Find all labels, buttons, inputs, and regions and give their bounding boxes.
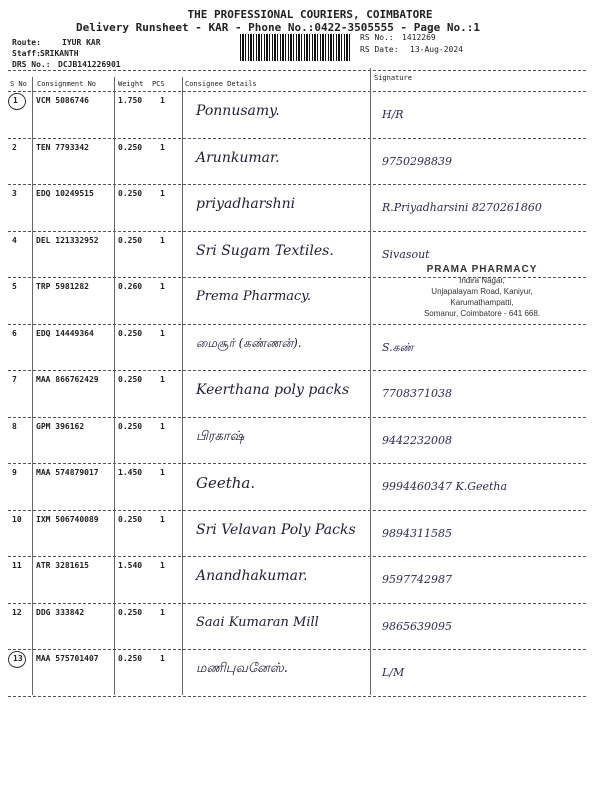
row-sno: 10: [12, 514, 22, 524]
row-divider: [8, 324, 586, 325]
row-divider: [8, 696, 586, 697]
row-divider: [8, 417, 586, 418]
row-consignee-name: priyadharshni: [196, 196, 296, 212]
row-signature: S.கண்: [382, 340, 414, 354]
col-signature: Signature: [374, 74, 412, 82]
row-consignee-name: Anandhakumar.: [196, 568, 308, 584]
row-signature: 9442232008: [382, 433, 452, 447]
row-consignment: MAA 866762429: [36, 375, 99, 384]
rs-date-label: RS Date:: [360, 45, 399, 54]
rs-date-value: 13-Aug-2024: [410, 45, 463, 54]
row-sno: 4: [12, 235, 17, 245]
row-pcs: 1: [160, 96, 165, 105]
row-consignment: DDG 333842: [36, 607, 85, 617]
row-consignee-name: Sri Velavan Poly Packs: [196, 521, 356, 538]
row-weight: 0.250: [118, 375, 143, 384]
row-weight: 1.450: [118, 468, 143, 477]
row-pcs: 1: [160, 375, 165, 384]
row-number-circle: [8, 93, 26, 110]
row-sno: 3: [12, 189, 17, 198]
row-consignment: MAA 575701407: [36, 654, 99, 663]
row-weight: 0.250: [118, 607, 143, 617]
company-title: THE PROFESSIONAL COURIERS, COIMBATORE: [187, 8, 433, 21]
row-divider: [8, 231, 586, 232]
row-consignment: ATR 3281615: [36, 561, 89, 570]
row-pcs: 1: [160, 561, 165, 570]
row-divider: [8, 91, 586, 92]
col-divider: [370, 68, 371, 695]
stamp-line: Indira Nagar,: [459, 276, 505, 285]
row-pcs: 1: [160, 654, 165, 663]
row-divider: [8, 463, 586, 464]
row-sno: 6: [12, 328, 17, 338]
row-signature: 7708371038: [382, 387, 452, 400]
row-consignee-name: Prema Pharmacy.: [196, 289, 312, 304]
drs-value: DCJB141226901: [58, 60, 121, 69]
stamp-title: PRAMA PHARMACY: [426, 264, 538, 275]
row-weight: 0.250: [118, 328, 143, 338]
row-sno: 11: [12, 561, 22, 570]
stamp-line: Karumathampatti,: [450, 298, 514, 307]
pharmacy-stamp: [372, 264, 592, 319]
staff-value: SRIKANTH: [40, 49, 79, 58]
row-sno: 1: [13, 96, 18, 105]
row-pcs: 1: [160, 468, 165, 477]
row-consignee-name: பிரகாஷ்: [196, 428, 245, 444]
row-weight: 0.260: [118, 282, 143, 291]
row-consignee-name: மைசூர் (கண்ணன்).: [196, 335, 302, 350]
row-divider: [8, 138, 586, 139]
row-consignment: MAA 574879017: [36, 468, 99, 477]
row-signature: Sivasout: [382, 247, 430, 261]
col-details: Consignee Details: [185, 80, 257, 88]
row-pcs: 1: [160, 282, 165, 291]
row-signature: H/R: [382, 108, 404, 121]
row-weight: 1.540: [118, 561, 143, 570]
row-pcs: 1: [160, 328, 165, 338]
row-weight: 0.250: [118, 654, 143, 663]
row-weight: 0.250: [118, 235, 143, 245]
row-signature: 9865639095: [382, 619, 452, 633]
row-consignee-name: Geetha.: [196, 474, 256, 492]
row-weight: 0.250: [118, 142, 143, 152]
row-divider: [8, 370, 586, 371]
row-consignment: IXM 506740089: [36, 514, 99, 524]
row-consignment: EDQ 14449364: [36, 328, 94, 338]
row-sno: 9: [12, 468, 17, 477]
row-pcs: 1: [160, 607, 165, 617]
row-sno: 5: [12, 282, 17, 291]
col-sno: S No: [10, 80, 27, 88]
row-consignee-name: Saai Kumaran Mill: [196, 614, 319, 630]
row-signature: L/M: [382, 666, 405, 679]
staff-label: Staff:: [12, 49, 41, 58]
row-weight: 1.750: [118, 96, 143, 105]
row-sno: 8: [12, 421, 17, 431]
row-pcs: 1: [160, 235, 165, 245]
row-consignee-name: Sri Sugam Textiles.: [196, 242, 334, 259]
row-signature: 9994460347 K.Geetha: [382, 480, 508, 493]
row-sno: 7: [12, 375, 17, 384]
header-divider: [8, 70, 586, 71]
row-weight: 0.250: [118, 189, 143, 198]
row-divider: [8, 649, 586, 650]
row-pcs: 1: [160, 142, 165, 152]
row-consignment: GPM 396162: [36, 421, 85, 431]
stamp-line: Somanur, Coimbatore - 641 668.: [423, 309, 541, 318]
row-consignment: EDQ 10249515: [36, 189, 94, 198]
row-divider: [8, 603, 586, 604]
row-number-circle: [8, 651, 26, 668]
rs-no-value: 1412269: [402, 33, 436, 42]
row-consignment: DEL 121332952: [36, 235, 99, 245]
row-signature: 9750298839: [382, 154, 452, 168]
row-consignment: TRP 5981282: [36, 282, 89, 291]
row-consignee-name: Arunkumar.: [196, 149, 280, 166]
row-signature: 9894311585: [382, 526, 452, 540]
col-pcs: PCS: [152, 80, 165, 88]
row-pcs: 1: [160, 189, 165, 198]
row-signature: R.Priyadharsini 8270261860: [382, 201, 542, 214]
row-consignee-name: Keerthana poly packs: [196, 382, 350, 398]
row-divider: [8, 510, 586, 511]
row-consignee-name: Ponnusamy.: [196, 103, 280, 119]
row-weight: 0.250: [118, 514, 143, 524]
row-consignment: TEN 7793342: [36, 142, 89, 152]
row-divider: [8, 184, 586, 185]
drs-label: DRS No.:: [12, 60, 51, 69]
row-consignment: VCM 5086746: [36, 96, 89, 105]
col-consignment: Consignment No: [37, 80, 97, 88]
row-signature: 9597742987: [382, 573, 452, 586]
route-label: Route:: [12, 38, 41, 47]
row-pcs: 1: [160, 514, 165, 524]
col-weight: Weight: [118, 80, 144, 88]
row-divider: [8, 556, 586, 557]
rs-no-label: RS No.:: [360, 33, 394, 42]
route-value: IYUR KAR: [62, 38, 101, 47]
row-sno: 13: [13, 654, 23, 663]
row-consignee-name: மணிபுவனேஸ்.: [196, 661, 288, 676]
row-pcs: 1: [160, 421, 165, 431]
row-weight: 0.250: [118, 421, 143, 431]
row-sno: 2: [12, 142, 17, 152]
row-sno: 12: [12, 607, 22, 617]
runsheet-title: Delivery Runsheet - KAR - Phone No.:0422-3505555 - Page No.:1: [76, 21, 480, 34]
barcode: [240, 34, 352, 61]
stamp-line: Unjapalayam Road, Kaniyur,: [431, 287, 533, 296]
